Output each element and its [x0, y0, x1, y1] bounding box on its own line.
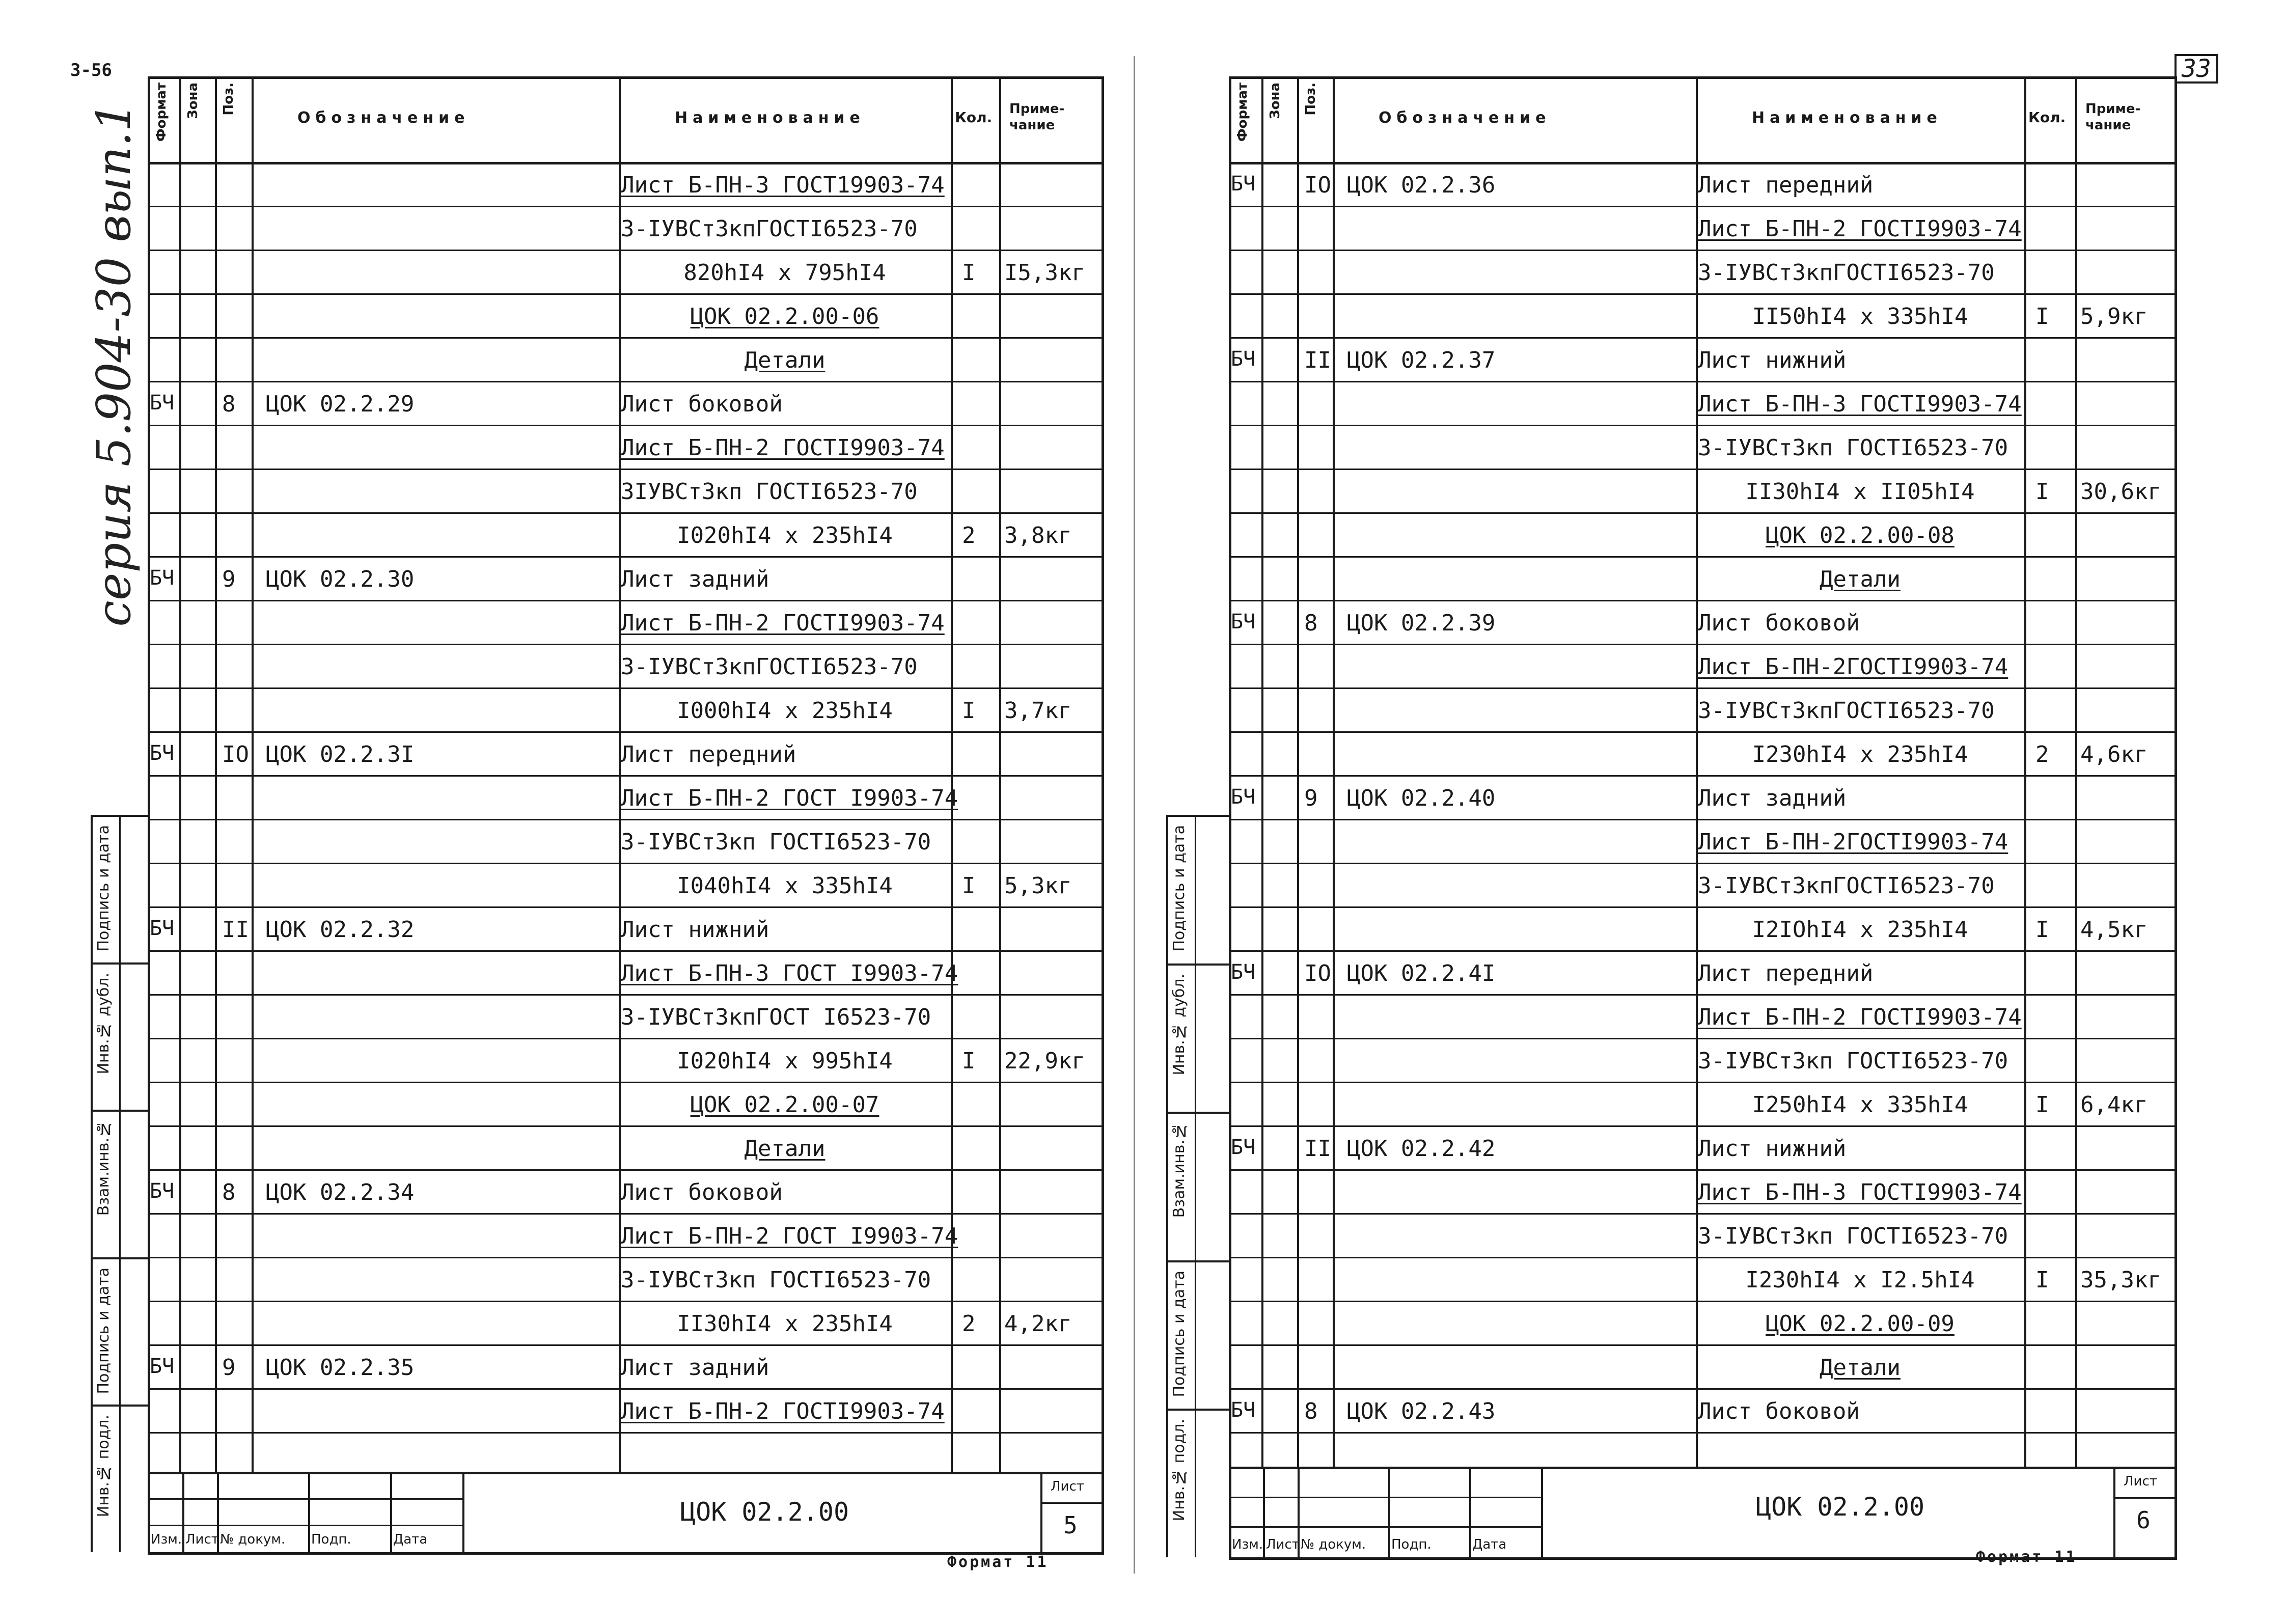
note-cell: 5,3кг	[1004, 873, 1072, 899]
header-bottom-line	[148, 162, 1104, 164]
document-code: ЦОК 02.2.00	[680, 1497, 849, 1527]
side-stamp-divider	[91, 815, 148, 817]
name-cell: 3-IУВСтЗкп ГОСТI6523-70	[1698, 1048, 2008, 1074]
side-stamp-divider	[91, 1405, 148, 1407]
row-divider	[1229, 1432, 2177, 1434]
row-divider	[1229, 687, 2177, 689]
title-block-col	[390, 1472, 392, 1552]
name-cell: Лист боковой	[621, 1179, 783, 1205]
position-cell: 8	[1304, 1398, 1318, 1424]
row-divider	[1229, 1257, 2177, 1258]
frame-top	[148, 76, 1104, 79]
quantity-cell: I	[2035, 917, 2049, 943]
row-divider	[1229, 819, 2177, 820]
row-divider	[1229, 1301, 2177, 1302]
name-cell: ЦОК 02.2.00-09	[1766, 1311, 1954, 1337]
name-cell: Лист Б-ПН-2 ГОСТI9903-74	[621, 435, 945, 461]
row-divider	[148, 381, 1104, 382]
title-block-label-podp: Подп.	[311, 1532, 351, 1547]
title-block-row	[148, 1525, 462, 1526]
row-divider	[1229, 556, 2177, 558]
title-block-col	[182, 1472, 184, 1552]
title-block-right	[1102, 1472, 1104, 1552]
row-divider	[148, 293, 1104, 295]
column-divider	[252, 76, 254, 1472]
title-block-top	[148, 1472, 1104, 1474]
name-cell: Лист боковой	[621, 391, 783, 417]
side-stamp-divider	[1166, 1409, 1229, 1411]
note-cell: 6,4кг	[2080, 1092, 2148, 1118]
designation-cell: ЦОК 02.2.30	[266, 566, 415, 592]
fold-line	[1134, 56, 1135, 1574]
column-header-designation: Обозначение	[1379, 109, 1551, 127]
row-divider	[1229, 381, 2177, 382]
name-cell: Лист нижний	[621, 917, 769, 943]
side-stamp-divider	[1166, 964, 1229, 966]
name-cell: Лист боковой	[1698, 1398, 1860, 1424]
row-divider	[148, 775, 1104, 777]
name-cell: Лист передний	[1698, 960, 1874, 986]
row-divider	[1229, 644, 2177, 645]
note-cell: I5,3кг	[1004, 260, 1085, 286]
side-stamp-divider	[1166, 1260, 1229, 1262]
row-divider	[1229, 1388, 2177, 1390]
title-block-label-doc_no: № докум.	[220, 1532, 286, 1547]
title-block-label-list: Лист	[185, 1532, 219, 1547]
column-header-qty: Кол.	[955, 109, 993, 126]
format-cell: БЧ	[150, 917, 175, 940]
note-cell: 3,8кг	[1004, 522, 1072, 548]
document-code: ЦОК 02.2.00	[1756, 1492, 1925, 1522]
position-cell: IO	[222, 741, 249, 767]
note-cell: 3,7кг	[1004, 698, 1072, 724]
name-cell: 3-IУВСтЗкпГОСТI6523-70	[621, 654, 918, 680]
side-stamp-sign_date_2: Подпись и дата	[95, 1268, 113, 1394]
note-cell: 4,6кг	[2080, 741, 2148, 767]
name-cell: 3-IУВСтЗкп ГОСТI6523-70	[621, 1267, 931, 1293]
column-header-zone: Зона	[1268, 82, 1283, 119]
column-header-name: Наименование	[1752, 109, 1942, 127]
name-cell: Лист Б-ПН-2 ГОСТI9903-74	[1698, 1004, 2022, 1030]
row-divider	[148, 1213, 1104, 1215]
row-divider	[1229, 775, 2177, 777]
title-block-col	[1263, 1467, 1265, 1557]
series-handwritten-note: серия 5.904-30 вып.1	[87, 102, 141, 627]
sheet-number-box-left	[1040, 1472, 1042, 1552]
name-cell: Лист Б-ПН-2 ГОСТI9903-74	[621, 610, 945, 636]
format-cell: БЧ	[150, 741, 175, 765]
row-divider	[1229, 1344, 2177, 1346]
name-cell: Лист нижний	[1698, 347, 1847, 373]
designation-cell: ЦОК 02.2.4I	[1347, 960, 1496, 986]
format-label-right: Формат 11	[1976, 1548, 2077, 1566]
column-header-zone: Зона	[185, 82, 201, 119]
row-divider	[148, 906, 1104, 908]
row-divider	[1229, 731, 2177, 733]
name-cell: Лист передний	[621, 741, 796, 767]
column-header-format: Формат	[154, 82, 169, 142]
name-cell: Лист Б-ПН-2ГОСТI9903-74	[1698, 829, 2008, 855]
name-cell: II50hI4 x 335hI4	[1752, 304, 1968, 329]
quantity-cell: 2	[962, 522, 976, 548]
designation-cell: ЦОК 02.2.43	[1347, 1398, 1496, 1424]
quantity-cell: I	[962, 873, 976, 899]
side-stamp-vzam_inv: Взам.инв.№	[1170, 1122, 1188, 1218]
row-divider	[148, 337, 1104, 339]
column-header-qty: Кол.	[2028, 109, 2066, 126]
title-block-label-izm: Изм.	[1232, 1537, 1263, 1552]
format-cell: БЧ	[1231, 1398, 1256, 1422]
column-header-format: Формат	[1235, 82, 1250, 142]
note-cell: 22,9кг	[1004, 1048, 1085, 1074]
name-cell: 3-IУВСтЗкпГОСТ I6523-70	[621, 1004, 931, 1030]
quantity-cell: I	[2035, 1267, 2049, 1293]
designation-cell: ЦОК 02.2.35	[266, 1355, 415, 1381]
name-cell: Детали	[744, 1136, 825, 1162]
quantity-cell: I	[962, 698, 976, 724]
name-cell: Лист задний	[621, 566, 769, 592]
column-header-note: Приме-чание	[1009, 101, 1065, 133]
sheet-number-box-mid	[2113, 1497, 2177, 1499]
title-block-col	[148, 1472, 150, 1552]
title-block-label-doc_no: № докум.	[1301, 1537, 1366, 1552]
title-block-label-podp: Подп.	[1391, 1537, 1431, 1552]
row-divider	[1229, 206, 2177, 207]
title-block-col	[1469, 1467, 1471, 1557]
name-cell: 3-IУВСтЗкп ГОСТI6523-70	[621, 829, 931, 855]
side-stamp-sign_date_2: Подпись и дата	[1170, 1271, 1188, 1397]
position-cell: 8	[222, 1179, 236, 1205]
format-cell: БЧ	[150, 566, 175, 590]
position-cell: 9	[222, 1355, 236, 1381]
note-cell: 30,6кг	[2080, 479, 2161, 505]
format-cell: БЧ	[1231, 1136, 1256, 1159]
side-stamp-sign_date_1: Подпись и дата	[1170, 825, 1188, 952]
row-divider	[148, 1388, 1104, 1390]
page-number-top-left: 3-56	[70, 60, 112, 80]
position-cell: IO	[1304, 960, 1331, 986]
side-stamp-divider	[1166, 815, 1229, 817]
note-cell: 4,5кг	[2080, 917, 2148, 943]
format-cell: БЧ	[150, 1179, 175, 1203]
name-cell: Лист передний	[1698, 172, 1874, 198]
designation-cell: ЦОК 02.2.36	[1347, 172, 1496, 198]
row-divider	[148, 1301, 1104, 1302]
name-cell: Детали	[1820, 1355, 1901, 1381]
name-cell: 3IУВСтЗкп ГОСТI6523-70	[621, 479, 918, 505]
sheet-label: Лист	[1051, 1479, 1084, 1494]
row-divider	[148, 1432, 1104, 1434]
column-header-pos: Поз.	[1303, 82, 1318, 116]
name-cell: I000hI4 x 235hI4	[677, 698, 893, 724]
row-divider	[148, 819, 1104, 820]
name-cell: I230hI4 x I2.5hI4	[1745, 1267, 1975, 1293]
row-divider	[1229, 950, 2177, 952]
row-divider	[148, 1038, 1104, 1039]
row-divider	[148, 1082, 1104, 1083]
name-cell: ЦОК 02.2.00-08	[1766, 522, 1954, 548]
position-cell: IO	[1304, 172, 1331, 198]
position-cell: 9	[222, 566, 236, 592]
name-cell: Лист нижний	[1698, 1136, 1847, 1162]
designation-cell: ЦОК 02.2.29	[266, 391, 415, 417]
row-divider	[148, 469, 1104, 470]
format-cell: БЧ	[150, 1355, 175, 1378]
name-cell: I2IOhI4 x 235hI4	[1752, 917, 1968, 943]
name-cell: I040hI4 x 335hI4	[677, 873, 893, 899]
format-cell: БЧ	[1231, 610, 1256, 634]
title-block-label-izm: Изм.	[151, 1532, 182, 1547]
name-cell: Лист Б-ПН-2 ГОСТ I9903-74	[621, 1223, 958, 1249]
row-divider	[148, 1344, 1104, 1346]
name-cell: Лист Б-ПН-3 ГОСТI9903-74	[1698, 391, 2022, 417]
title-block-row	[1229, 1526, 1541, 1528]
title-block-label-data: Дата	[1472, 1537, 1507, 1552]
side-stamp-inv_podl: Инв.№ подл.	[1170, 1419, 1188, 1522]
row-divider	[148, 994, 1104, 996]
sheet-number-box-mid	[1040, 1502, 1104, 1504]
side-stamp-divider	[91, 962, 148, 965]
designation-cell: ЦОК 02.2.32	[266, 917, 415, 943]
name-cell: ЦОК 02.2.00-06	[690, 304, 879, 329]
name-cell: I020hI4 x 995hI4	[677, 1048, 893, 1074]
title-block-right	[2174, 1467, 2177, 1557]
designation-cell: ЦОК 02.2.34	[266, 1179, 415, 1205]
name-cell: 3-IУВСтЗкпГОСТI6523-70	[1698, 260, 1995, 286]
name-cell: Детали	[744, 347, 825, 373]
row-divider	[1229, 1169, 2177, 1171]
row-divider	[148, 600, 1104, 601]
column-divider	[179, 76, 181, 1472]
designation-cell: ЦОК 02.2.3I	[266, 741, 415, 767]
row-divider	[148, 556, 1104, 558]
note-cell: 35,3кг	[2080, 1267, 2161, 1293]
row-divider	[1229, 512, 2177, 514]
column-divider	[215, 76, 217, 1472]
name-cell: Лист Б-ПН-2 ГОСТ I9903-74	[621, 785, 958, 811]
row-divider	[1229, 337, 2177, 339]
name-cell: ЦОК 02.2.00-07	[690, 1092, 879, 1118]
row-divider	[148, 512, 1104, 514]
row-divider	[1229, 600, 2177, 601]
row-divider	[1229, 1213, 2177, 1215]
name-cell: I230hI4 x 235hI4	[1752, 741, 1968, 767]
row-divider	[1229, 425, 2177, 426]
name-cell: Лист Б-ПН-2 ГОСТI9903-74	[1698, 216, 2022, 242]
quantity-cell: I	[2035, 479, 2049, 505]
title-block-col	[462, 1472, 464, 1552]
designation-cell: ЦОК 02.2.42	[1347, 1136, 1496, 1162]
name-cell: 3-IУВСтЗкпГОСТI6523-70	[1698, 873, 1995, 899]
row-divider	[1229, 863, 2177, 864]
name-cell: Лист боковой	[1698, 610, 1860, 636]
column-header-designation: Обозначение	[297, 109, 470, 127]
quantity-cell: I	[962, 260, 976, 286]
row-divider	[148, 687, 1104, 689]
position-cell: 8	[1304, 610, 1318, 636]
row-divider	[148, 1125, 1104, 1127]
row-divider	[1229, 250, 2177, 251]
note-cell: 4,2кг	[1004, 1311, 1072, 1337]
row-divider	[148, 206, 1104, 207]
quantity-cell: 2	[2035, 741, 2049, 767]
format-cell: БЧ	[1231, 172, 1256, 196]
note-cell: 5,9кг	[2080, 304, 2148, 329]
quantity-cell: I	[962, 1048, 976, 1074]
title-block-top	[1229, 1467, 2177, 1469]
column-header-pos: Поз.	[221, 82, 236, 116]
title-block-row	[148, 1498, 462, 1500]
column-header-name: Наименование	[675, 109, 865, 127]
side-stamp-left	[1166, 815, 1168, 1557]
row-divider	[148, 644, 1104, 645]
name-cell: 3-IУВСтЗкп ГОСТI6523-70	[1698, 435, 2008, 461]
title-block-col	[1388, 1467, 1390, 1557]
title-block-label-list: Лист	[1266, 1537, 1300, 1552]
row-divider	[1229, 1082, 2177, 1083]
title-block-row	[1229, 1497, 1541, 1498]
name-cell: 820hI4 x 795hI4	[683, 260, 886, 286]
name-cell: Лист Б-ПН-2ГОСТI9903-74	[1698, 654, 2008, 680]
side-stamp-vzam_inv: Взам.инв.№	[95, 1120, 113, 1216]
row-divider	[148, 1257, 1104, 1258]
name-cell: Лист задний	[621, 1355, 769, 1381]
row-divider	[148, 863, 1104, 864]
row-divider	[148, 250, 1104, 251]
name-cell: Лист Б-ПН-3 ГОСТ I9903-74	[621, 960, 958, 986]
name-cell: II30hI4 x 235hI4	[677, 1311, 893, 1337]
row-divider	[148, 731, 1104, 733]
format-cell: БЧ	[1231, 960, 1256, 984]
side-stamp-inv_podl: Инв.№ подл.	[95, 1415, 113, 1518]
row-divider	[1229, 906, 2177, 908]
format-cell: БЧ	[1231, 347, 1256, 371]
side-stamp-divider	[91, 1257, 148, 1259]
designation-cell: ЦОК 02.2.40	[1347, 785, 1496, 811]
row-divider	[148, 1169, 1104, 1171]
side-stamp-divider	[1166, 1112, 1229, 1114]
page-number-top-right: 33	[2174, 54, 2218, 84]
side-stamp-inv_dubl: Инв.№ дубл.	[95, 973, 113, 1075]
name-cell: 3-IУВСтЗкп ГОСТI6523-70	[1698, 1223, 2008, 1249]
title-block-col	[308, 1472, 310, 1552]
designation-cell: ЦОК 02.2.39	[1347, 610, 1496, 636]
sheet-number: 6	[2136, 1506, 2151, 1534]
format-cell: БЧ	[150, 391, 175, 415]
name-cell: Детали	[1820, 566, 1901, 592]
header-bottom-line	[1229, 162, 2177, 164]
row-divider	[148, 425, 1104, 426]
side-stamp-sign_date_1: Подпись и дата	[95, 825, 113, 952]
title-block-col	[1229, 1467, 1231, 1557]
name-cell: Лист Б-ПН-3 ГОСТ19903-74	[621, 172, 945, 198]
position-cell: 8	[222, 391, 236, 417]
column-header-note: Приме-чание	[2085, 101, 2141, 133]
position-cell: 9	[1304, 785, 1318, 811]
side-stamp-mid	[1195, 815, 1196, 1557]
quantity-cell: I	[2035, 1092, 2049, 1118]
position-cell: II	[1304, 347, 1331, 373]
format-cell: БЧ	[1231, 785, 1256, 809]
row-divider	[1229, 1038, 2177, 1039]
row-divider	[1229, 1125, 2177, 1127]
row-divider	[1229, 469, 2177, 470]
row-divider	[1229, 293, 2177, 295]
designation-cell: ЦОК 02.2.37	[1347, 347, 1496, 373]
column-divider	[148, 76, 150, 1472]
name-cell: Лист Б-ПН-3 ГОСТI9903-74	[1698, 1179, 2022, 1205]
title-block-col	[1541, 1467, 1543, 1557]
name-cell: 3-IУВСтЗкпГОСТI6523-70	[1698, 698, 1995, 724]
name-cell: I020hI4 x 235hI4	[677, 522, 893, 548]
name-cell: I250hI4 x 335hI4	[1752, 1092, 1968, 1118]
title-block-label-data: Дата	[393, 1532, 428, 1547]
sheet-number-box-left	[2113, 1467, 2115, 1557]
position-cell: II	[222, 917, 249, 943]
column-divider	[1102, 76, 1104, 1472]
name-cell: II30hI4 x II05hI4	[1745, 479, 1975, 505]
frame-top	[1229, 76, 2177, 79]
side-stamp-mid	[119, 815, 121, 1552]
name-cell: Лист Б-ПН-2 ГОСТI9903-74	[621, 1398, 945, 1424]
column-divider	[999, 76, 1001, 1472]
side-stamp-inv_dubl: Инв.№ дубл.	[1170, 974, 1188, 1076]
sheet-label: Лист	[2124, 1474, 2157, 1489]
format-label-left: Формат 11	[947, 1553, 1049, 1571]
row-divider	[1229, 994, 2177, 996]
quantity-cell: 2	[962, 1311, 976, 1337]
quantity-cell: I	[2035, 304, 2049, 329]
side-stamp-left	[91, 815, 93, 1552]
name-cell: 3-IУВСтЗкпГОСТI6523-70	[621, 216, 918, 242]
row-divider	[148, 950, 1104, 952]
column-divider	[951, 76, 953, 1472]
sheet-number: 5	[1063, 1511, 1078, 1539]
name-cell: Лист задний	[1698, 785, 1847, 811]
position-cell: II	[1304, 1136, 1331, 1162]
column-divider	[619, 76, 621, 1472]
side-stamp-divider	[91, 1110, 148, 1112]
